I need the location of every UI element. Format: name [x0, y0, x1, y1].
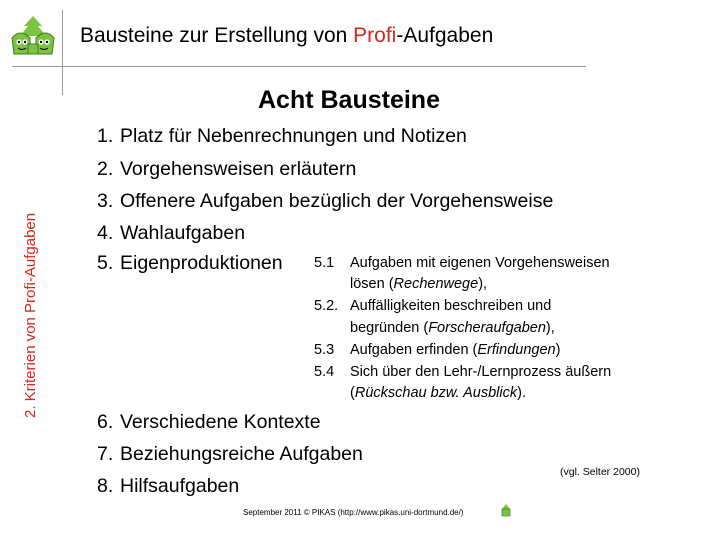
- header-title-pre: Bausteine zur Erstellung von: [80, 24, 354, 47]
- sub-list-item-continuation: [350, 320, 555, 336]
- pikas-small-icon: [500, 503, 512, 517]
- list-item: [97, 411, 321, 434]
- sub-item-text: begründen (: [350, 320, 429, 336]
- list-item: [97, 443, 363, 466]
- list-item-text: Vorgehensweisen erläutern: [120, 158, 357, 180]
- sub-item-text: ).: [517, 385, 526, 401]
- header-title: [80, 24, 493, 48]
- sub-item-text: ): [555, 342, 561, 358]
- sub-item-emphasis: Rechenwege: [393, 276, 479, 292]
- sub-list-item: [314, 364, 611, 380]
- list-item-number: 5.: [97, 252, 114, 274]
- list-item-text: Offenere Aufgaben bezüglich der Vorgehensweise: [120, 190, 554, 212]
- list-item-text: Wahlaufgaben: [120, 222, 246, 244]
- sub-list-item: [314, 255, 610, 271]
- list-item-number: 7.: [97, 443, 114, 465]
- list-item: [97, 190, 553, 213]
- list-item-number: 3.: [97, 190, 114, 212]
- sub-item-text: Sich über den Lehr-/Lernprozess äußern: [350, 364, 612, 380]
- side-section-label: 2. Kriterien von Profi-Aufgaben: [22, 212, 39, 418]
- header-horizontal-divider: [12, 66, 586, 67]
- list-item-text: Verschiedene Kontexte: [120, 411, 321, 433]
- sub-list-item: [314, 298, 551, 314]
- sub-item-text: (: [350, 385, 355, 401]
- list-item-text: Platz für Nebenrechnungen und Notizen: [120, 125, 467, 147]
- list-item-number: 4.: [97, 222, 114, 244]
- sub-item-text: Auffälligkeiten beschreiben und: [350, 298, 552, 314]
- sub-list-item: [314, 342, 560, 358]
- list-item-number: 2.: [97, 158, 114, 180]
- header-title-post: -Aufgaben: [396, 24, 494, 47]
- sub-list-item-continuation: [350, 385, 526, 401]
- list-item-text: Beziehungsreiche Aufgaben: [120, 443, 363, 465]
- list-item: [97, 252, 283, 275]
- list-item: [97, 222, 245, 245]
- footer-text: September 2011 © PIKAS (http://www.pikas.uni-dortmund.de/): [243, 508, 464, 517]
- sub-item-number: 5.3: [314, 342, 335, 358]
- list-item: [97, 125, 467, 148]
- list-item: [97, 158, 356, 181]
- header-vertical-divider: [62, 10, 63, 95]
- list-item-number: 8.: [97, 475, 114, 497]
- sub-item-number: 5.4: [314, 364, 335, 380]
- section-title: Acht Bausteine: [258, 86, 440, 114]
- pikas-logo-icon: [8, 14, 58, 60]
- citation: (vgl. Selter 2000): [560, 466, 640, 478]
- sub-item-text: lösen (: [350, 276, 394, 292]
- sub-item-number: 5.2.: [314, 298, 339, 314]
- sub-item-text: ),: [478, 276, 488, 292]
- list-item-number: 6.: [97, 411, 114, 433]
- sub-item-text: Aufgaben mit eigenen Vorgehensweisen: [350, 255, 610, 271]
- sub-item-text: Aufgaben erfinden (: [350, 342, 478, 358]
- list-item-text: Eigenproduktionen: [120, 252, 283, 274]
- list-item-number: 1.: [97, 125, 114, 147]
- header-title-accent: Profi: [353, 24, 397, 47]
- sub-item-emphasis: Forscheraufgaben: [428, 320, 546, 336]
- sub-item-number: 5.1: [314, 255, 335, 271]
- sub-item-text: ),: [545, 320, 555, 336]
- sub-list-item-continuation: [350, 276, 487, 292]
- list-item-text: Hilfsaufgaben: [120, 475, 240, 497]
- list-item: [97, 475, 239, 498]
- sub-item-emphasis: Erfindungen: [477, 342, 556, 358]
- sub-item-emphasis: Rückschau bzw. Ausblick: [354, 385, 518, 401]
